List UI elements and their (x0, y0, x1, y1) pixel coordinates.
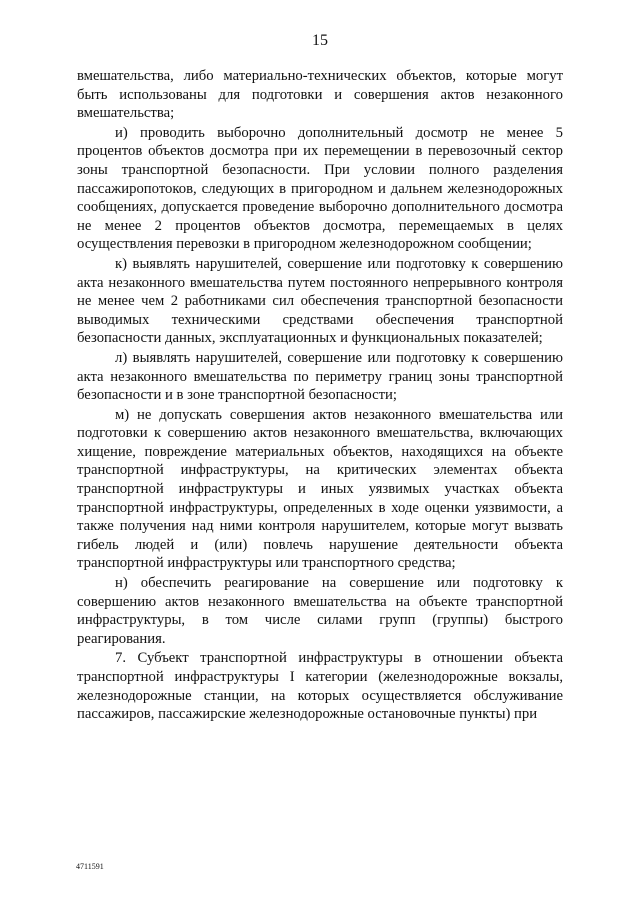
paragraph-item-n: н) обеспечить реагирование на совершение или подготовку к совершению актов незаконного вмешательства на объекте транспортной инфраструктуры, в том числе силами групп (группы) быстрого реагирования. (77, 575, 563, 647)
paragraph-item-i: и) проводить выборочно дополнительный досмотр не менее 5 процентов объектов досмотра при их перемещении в перевозочный сектор зоны транспортной безопасности. При условии полного разделения пассажиропотоков, следующих в пригородном и дальнем железнодорожных сообщениях, допускается проведение выборочно дополнительного досмотра не менее 2 процентов объектов досмотра, перемещаемых в целях осуществления перевозки в пригородном железнодорожном сообщении; (77, 124, 563, 253)
paragraph-continuation: вмешательства, либо материально-технических объектов, которые могут быть использованы для подготовки и совершения актов незаконного вмешательства; (77, 68, 563, 122)
page-number: 15 (312, 32, 328, 49)
paragraph-item-7: 7. Субъект транспортной инфраструктуры в отношении объекта транспортной инфраструктуры I категории (железнодорожные вокзалы, железнодорожные станции, на которых осуществляется обслуживание пассажиров, пассажирские железнодорожные остановочные пункты) при (77, 650, 563, 723)
document-code: 4711591 (76, 862, 104, 871)
paragraph-item-k: к) выявлять нарушителей, совершение или подготовку к совершению акта незаконного вмешательства путем постоянного непрерывного контроля не менее чем 2 работниками сил обеспечения транспортной безопасности выводимых техническими средствами обеспечения транспортной безопасности данных, эксплуатационных и функциональных показателей; (77, 255, 563, 347)
document-body (77, 67, 563, 724)
paragraph-item-m: м) не допускать совершения актов незаконного вмешательства или подготовки к совершению актов незаконного вмешательства, включающих хищение, повреждение материальных объектов, находящихся на объекте транспортной инфраструктуры, на критических элементах объекта транспортной инфраструктуры и иных уязвимых участках объекта транспортной инфраструктуры, определенных в ходе оценки уязвимости, а также получения над ними контроля нарушителем, которые могут вызвать гибель людей и (или) повлечь нарушение деятельности объекта транспортной инфраструктуры или транспортного средства; (77, 406, 563, 572)
paragraph-item-l: л) выявлять нарушителей, совершение или подготовку к совершению акта незаконного вмешательства по периметру границ зоны транспортной безопасности и в зоне транспортной безопасности; (77, 349, 563, 404)
